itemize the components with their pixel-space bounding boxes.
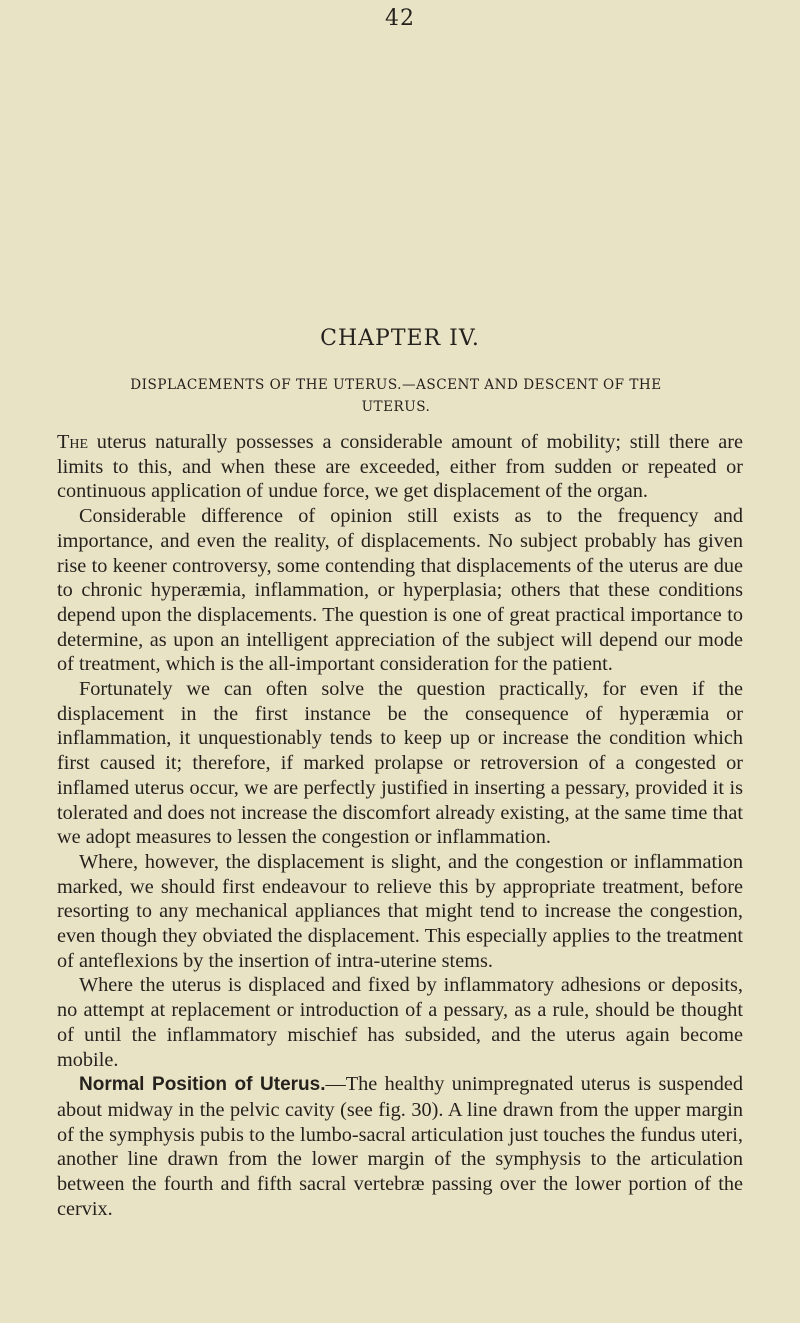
paragraph-practical-solution xyxy=(57,677,743,850)
paragraph-text: Fortunately we can often solve the question practically, for even if the displacement in the first instance be the consequence of hyperæmia or inflammation, it unquestionably tends to keep up or increase the condition which first caused it; therefore, if marked prolapse or retroversion of a congested or inflamed uterus occur, we are perfectly justified in inserting a pessary, provided it is tolerated and does not increase the discomfort already existing, at the same time that we adopt measures to lessen the congestion or inflammation. xyxy=(57,678,743,849)
paragraph-controversy xyxy=(57,504,743,677)
paragraph-text: Where, however, the displacement is slight, and the congestion or inflammation marked, we should first endeavour to relieve this by appropriate treatment, before resorting to any mechanical appliances that might tend to increase the congestion, even though they obviated the displacement. This especially applies to the treatment of anteflexions by the insertion of intra-uterine stems. xyxy=(57,850,743,972)
chapter-title: CHAPTER IV. xyxy=(320,326,480,351)
paragraph-mobility xyxy=(57,430,743,504)
paragraph-normal-position xyxy=(57,1072,743,1221)
paragraph-text: Where the uterus is displaced and fixed by inflammatory adhesions or deposits, no attempt at replacement or introduction of a pessary, as a rule, should be thought of until the inflammatory mischief has subsided, and the uterus again become mobile. xyxy=(57,974,743,1071)
paragraph-text: —The healthy unimpregnated uterus is suspended about midway in the pelvic cavity (see fig. 30). A line drawn from the upper margin of the symphysis pubis to the lumbo-sacral articulation just touches the fundus uteri, another line drawn from the lower margin of the symphysis to the articulation between the fourth and fifth sacral vertebræ passing over the lower portion of the cervix. xyxy=(57,1073,743,1220)
section-run-in-heading: Normal Position of Uterus. xyxy=(79,1074,326,1096)
body-text xyxy=(57,430,743,1222)
paragraph-lead-word: The xyxy=(57,431,89,453)
chapter-subtitle: DISPLACEMENTS OF THE UTERUS.—ASCENT AND DESCENT OF THE UTERUS. xyxy=(130,377,662,415)
paragraph-text: uterus naturally possesses a considerable amount of mobility; still there are limits to this, and when these are exceeded, either from sudden or repeated or continuous application of undue force, we get displacement of the organ. xyxy=(57,431,743,503)
paragraph-slight-displacement xyxy=(57,850,743,974)
page-number: 42 xyxy=(385,6,415,31)
paragraph-fixed-uterus xyxy=(57,973,743,1072)
paragraph-text: Considerable difference of opinion still exists as to the frequency and importance, and even the reality, of displacements. No subject probably has given rise to keener controversy, some contending that displacements of the uterus are due to chronic hyperæmia, inflammation, or hyperplasia; others that these conditions depend upon the displacements. The question is one of great practical importance to determine, as upon an intelligent appreciation of the subject will depend our mode of treatment, which is the all-important consideration for the patient. xyxy=(57,505,743,676)
